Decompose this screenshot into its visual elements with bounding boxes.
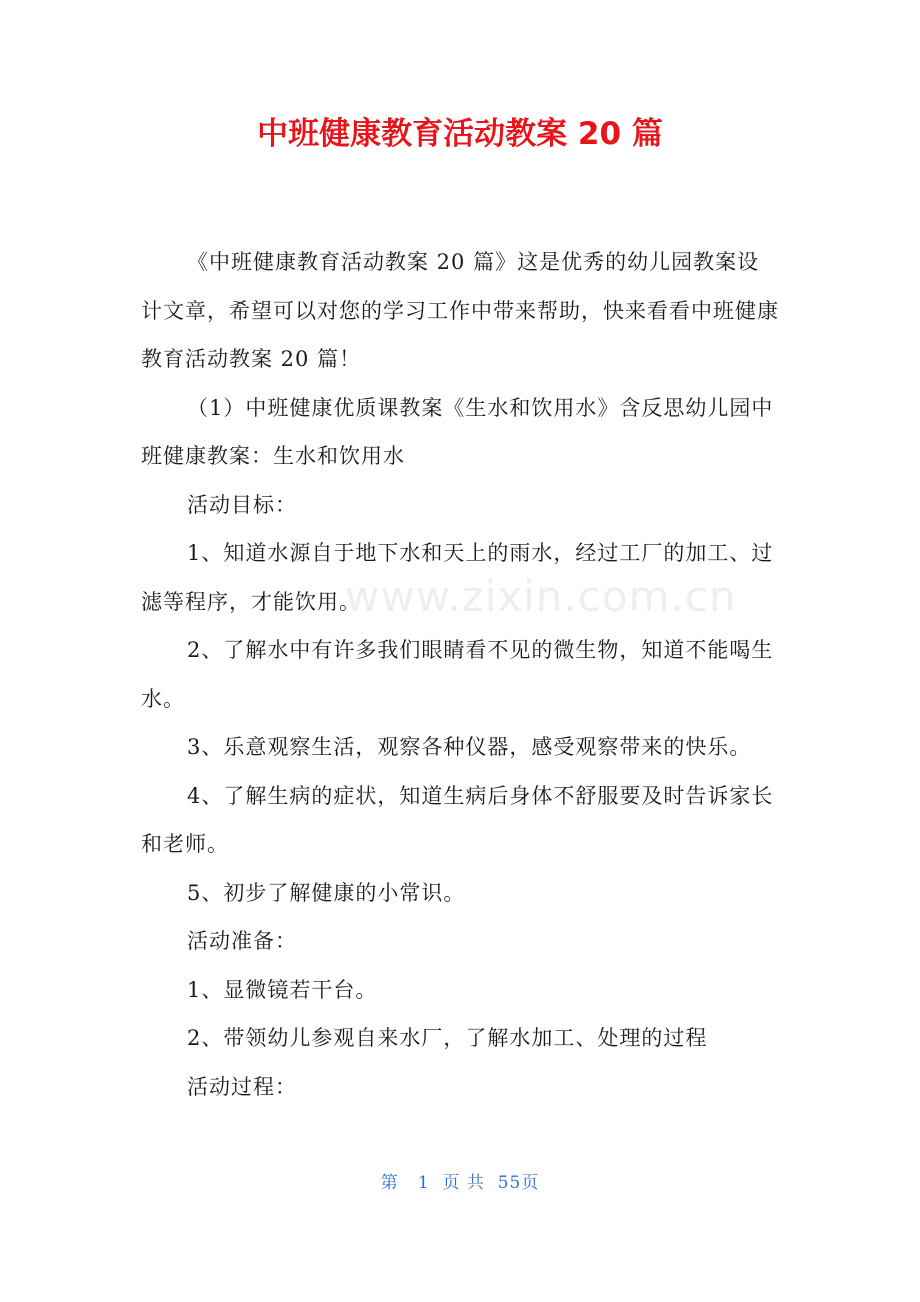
document-body xyxy=(141,238,781,1111)
paragraph: 5、初步了解健康的小常识。 xyxy=(187,880,466,905)
paragraph: 3、乐意观察生活，观察各种仪器，感受观察带来的快乐。 xyxy=(187,735,752,759)
paragraph: 1、显微镜若干台。 xyxy=(187,977,378,1002)
footer-middle: 页 共 xyxy=(442,1173,485,1193)
paragraph: 4、了解生病的症状，知道生病后身体不舒服要及时告诉家长和老师。 xyxy=(141,783,774,856)
page-footer xyxy=(0,1168,920,1193)
paragraph: （1）中班健康优质课教案《生水和饮用水》含反思幼儿园中班健康教案：生水和饮用水 xyxy=(141,395,774,468)
footer-current-page: 1 xyxy=(417,1173,430,1193)
footer-prefix: 第 xyxy=(380,1173,399,1193)
paragraph: 2、带领幼儿参观自来水厂，了解水加工、处理的过程 xyxy=(187,1026,708,1050)
paragraph: 《中班健康教育活动教案 20 篇》这是优秀的幼儿园教案设计文章，希望可以对您的学习工作中带来帮助，快来看看中班健康教育活动教案 20 篇！ xyxy=(141,250,779,371)
paragraph: 活动目标： xyxy=(187,492,297,517)
footer-total-pages: 55页 xyxy=(497,1173,540,1193)
paragraph: 2、了解水中有许多我们眼睛看不见的微生物，知道不能喝生水。 xyxy=(141,638,774,711)
paragraph: 1、知道水源自于地下水和天上的雨水，经过工厂的加工、过滤等程序，才能饮用。 xyxy=(141,541,774,614)
paragraph: 活动过程： xyxy=(187,1074,297,1099)
paragraph: 活动准备： xyxy=(187,929,297,953)
watermark: www.zixin.com.cn xyxy=(345,572,737,621)
document-title: 中班健康教育活动教案 20 篇 xyxy=(257,116,663,152)
